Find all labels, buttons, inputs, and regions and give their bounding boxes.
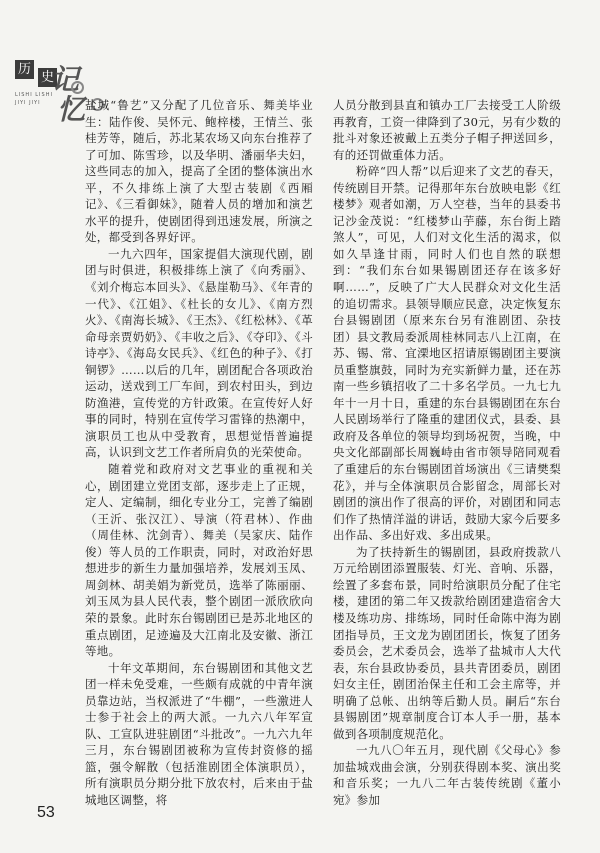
page-number: 53 [37, 804, 55, 821]
paragraph: 粉碎“四人帮”以后迎来了文艺的春天，传统剧目开禁。记得那年东台放映电影《红楼梦》观者如潮，万人空巷，当年的县委书记沙金茂说：“红楼梦山芋藤，东台街上踏煞人”，可见，人们对文化生活的渴求，似如久旱逢甘雨，同时人们也自然的联想到：“我们东台如果锡剧团还存在该多好啊……”，反映了广大人民群众对文化生活的追切需求。县领导顺应民意，决定恢复东台县锡剧团（原来东台另有淮剧团、杂技团）县文教局委派周桂林同志八上江南，在苏、锡、常、宜溧地区招请原锡剧团主要演员重整旗鼓，同时为充实新鲜力量，还在苏南一些乡镇招收了二十多名学员。一九七九年十一月十日，重建的东台县锡剧团在东台人民剧场举行了隆重的建团仪式，县委、县政府及各单位的领导均到场祝贺，当晚，中央文化部副部长周巍峙由省市领导陪同观看了重建后的东台锡剧团首场演出《三请樊梨花》，并与全体演职员合影留念，周部长对剧团的演出作了很高的评价，对剧团和同志们作了热情洋溢的讲话，鼓励大家今后要多出作品、多出好戏、多出成果。 [333, 164, 561, 543]
section-pinyin-line-2: JIYI JIYI [15, 100, 41, 106]
decorative-char-1: 记 [51, 63, 80, 96]
paragraph: 人员分散到县直和镇办工厂去接受工人阶级再教育，工资一律降到了30元，另有少数的批斗对象还被戴上五类分子帽子押送回乡，有的还罚做重体力活。 [333, 98, 561, 162]
paragraph: 盐城“鲁艺”又分配了几位音乐、舞美毕业生：陆作俊、吴怀元、鲍梓楼，王情兰、张桂芳等，随后，苏北某农场又向东台推荐了了可加、陈雪珍，以及华明、潘丽华夫妇，这些同志的加入，提高了全团的整体演出水平，不久排练上演了大型古装剧《西厢记》、《三看御妹》，随着人员的增加和演艺水平的提升，使剧团得到迅速发展，所演之处，都受到各界好评。 [85, 98, 313, 245]
paragraph: 十年文革期间，东台锡剧团和其他文艺团一样未免受难，一些颇有成就的中青年演员靠边站，当权派进了“牛棚”，一些激进人士参于社会上的两大派。一九六八年军宣队、工宣队进驻剧团“斗批改”。一九六九年三月，东台锡剧团被称为宣传封资修的摇篮，强令解散（包括淮剧团全体演职员），所有演职员分期分批下放农村，后来由于盐城地区调整，将 [85, 660, 313, 807]
decorative-char-2: 忆 [57, 93, 86, 126]
paragraph: 随着党和政府对文艺事业的重视和关心，剧团建立党团支部，逐步走上了正规，定人、定编制，细化专业分工，完善了编剧（王沂、张汉江）、导演（符君林）、作曲（周佳林、沈剑青）、舞美（吴家庆、陆作俊）等人员的工作职责，同时，对政治好思想进步的新生力量加强培养，发展刘玉凤、周剑林、胡美娟为新党员，选举了陈丽丽、刘玉凤为县人民代表，整个剧团一派欣欣向荣的景象。此时东台锡剧团已是苏北地区的重点剧团，足迹遍及大江南北及安徽、浙江等地。 [85, 462, 313, 659]
paragraph: 为了扶持新生的锡剧团，县政府拨款八万元给剧团添置服装、灯光、音响、乐器，绘置了多套布景，同时给演职员分配了住宅楼，建团的第二年又拨款给剧团建造宿舍大楼及练功房、排练场，同时任命陈中海为剧团指导员，王文龙为剧团团长，恢复了团务委员会，艺术委员会，选举了盐城市人大代表，东台县政协委员，县共青团委员，剧团妇女主任，剧团治保主任和工会主席等，并明确了总帐、出纳等后勤人员。嗣后“东台县锡剧团”规章制度合订本人手一册，基本做到各项制度规范化。 [333, 544, 561, 741]
right-text-column [333, 97, 561, 809]
paragraph: 一九八〇年五月，现代剧《父母心》参加盐城戏曲会演，分别获得剧本奖、演出奖和音乐奖；一九八二年古装传统剧《董小宛》参加 [333, 743, 561, 807]
left-text-column [85, 97, 313, 809]
decorative-circle-icon [71, 81, 84, 94]
section-pinyin-line-1: LISHI LISHI [15, 92, 53, 98]
section-title-char-2: 史 [38, 68, 57, 87]
section-title-char-1: 历 [15, 60, 34, 79]
paragraph: 一九六四年，国家提倡大演现代剧，剧团与时俱进，积极排练上演了《向秀丽》、《刘介梅忘本回头》、《悬崖勒马》、《年青的一代》、《江姐》、《杜长的女儿》、《南方烈火》、《南海长城》、《王杰》、《红松林》、《革命母亲贾奶奶》、《丰收之后》、《夺印》、《斗诗亭》、《海岛女民兵》、《红色的种子》、《打铜锣》……以后的几年，剧团配合各项政治运动，送戏到工厂车间，到农村田头，到边防渔港，宣传党的方针政策。在宣传好人好事的同时，特别在宣传学习雷锋的热潮中，演职员工也从中受教育，思想觉悟普遍提高，认识到文艺工作者所肩负的光荣使命。 [85, 246, 313, 460]
